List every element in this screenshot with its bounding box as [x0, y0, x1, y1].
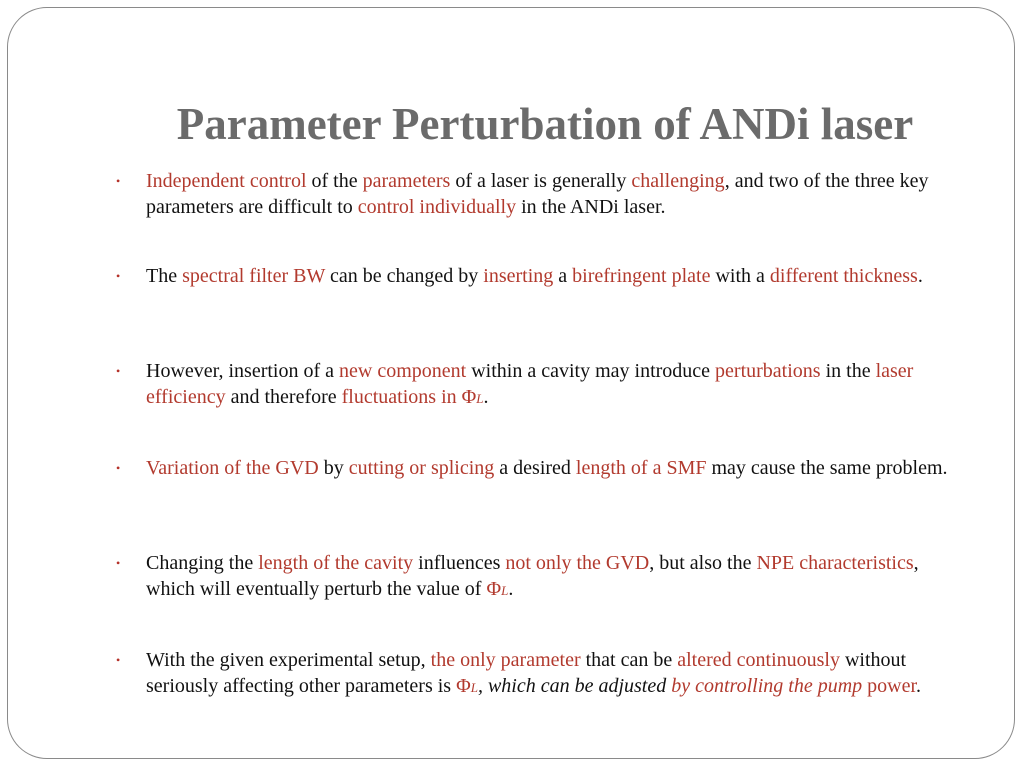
bullet-text: may cause the same problem. — [706, 457, 948, 479]
bullet-item — [116, 455, 971, 507]
highlighted-text: not only the GVD — [505, 552, 650, 574]
highlighted-text: length of a SMF — [575, 457, 707, 479]
highlighted-text: challenging — [631, 170, 725, 192]
bullet-text: , but also the — [649, 552, 757, 574]
bullet-text: that can be — [580, 649, 678, 671]
highlighted-text: Φ — [456, 675, 471, 697]
bullet-text: . — [916, 675, 922, 697]
bullet-icon: • — [116, 461, 121, 475]
bullet-item — [116, 550, 971, 604]
bullet-text: of a laser is generally — [450, 170, 632, 192]
highlighted-text: spectral filter BW — [182, 265, 326, 287]
highlighted-text: NPE characteristics — [756, 552, 914, 574]
bullet-text: , which will eventually perturb the value of — [146, 552, 919, 600]
highlighted-text: parameters — [362, 170, 451, 192]
highlighted-text: cutting or splicing — [348, 457, 495, 479]
bullet-icon: • — [116, 653, 121, 667]
bullet-text: by — [318, 457, 349, 479]
bullet-text: a desired — [494, 457, 576, 479]
bullet-text: Changing the — [146, 552, 259, 574]
slide-frame — [7, 7, 1015, 759]
bullet-text: influences — [413, 552, 506, 574]
bullet-icon: • — [116, 364, 121, 378]
bullet-text: The — [146, 265, 183, 287]
highlighted-text: length of the cavity — [258, 552, 414, 574]
highlighted-text: the only parameter — [430, 649, 581, 671]
bullet-text: of the — [306, 170, 363, 192]
highlighted-text: different thickness — [769, 265, 918, 287]
highlighted-text: L — [476, 391, 484, 406]
bullet-text: with a — [710, 265, 770, 287]
bullet-text: , which can be adjusted — [477, 675, 672, 697]
bullet-text: , and two of the three key parameters are difficult to — [146, 170, 929, 218]
highlighted-text: fluctuations in Φ — [341, 386, 477, 408]
bullet-item — [116, 358, 971, 412]
highlighted-text: Independent control — [146, 170, 307, 192]
bullet-text: can be changed by — [325, 265, 484, 287]
bullet-text: . — [483, 386, 489, 408]
bullet-text: within a cavity may introduce — [466, 360, 716, 382]
bullet-text: . — [508, 578, 514, 600]
bullet-item — [116, 263, 971, 315]
bullet-text: in the — [820, 360, 876, 382]
bullet-list — [116, 168, 971, 701]
bullet-text: without seriously affecting other parameters is — [146, 649, 907, 697]
highlighted-text: control individually — [357, 196, 517, 218]
bullet-icon: • — [116, 556, 121, 570]
highlighted-text: new component — [339, 360, 467, 382]
highlighted-text: Φ — [486, 578, 502, 600]
bullet-text: a — [553, 265, 573, 287]
highlighted-text: by controlling the pump — [671, 675, 863, 697]
bullet-text: With the given experimental setup, — [146, 649, 431, 671]
highlighted-text: Variation of the GVD — [146, 457, 319, 479]
bullet-item — [116, 168, 971, 220]
bullet-item — [116, 647, 971, 701]
highlighted-text: birefringent plate — [572, 265, 711, 287]
bullet-text: However, insertion of a — [146, 360, 340, 382]
highlighted-text: perturbations — [715, 360, 821, 382]
highlighted-text: L — [470, 680, 478, 695]
highlighted-text: L — [501, 583, 509, 598]
highlighted-text: laser efficiency — [146, 360, 914, 408]
highlighted-text: power — [862, 675, 917, 697]
bullet-text: and therefore — [225, 386, 342, 408]
bullet-text: in the ANDi laser. — [516, 196, 666, 218]
bullet-icon: • — [116, 269, 121, 283]
highlighted-text: altered continuously — [677, 649, 840, 671]
bullet-text: . — [917, 265, 923, 287]
bullet-icon: • — [116, 174, 121, 188]
highlighted-text: inserting — [483, 265, 554, 287]
slide-title: Parameter Perturbation of ANDi laser — [176, 99, 914, 149]
